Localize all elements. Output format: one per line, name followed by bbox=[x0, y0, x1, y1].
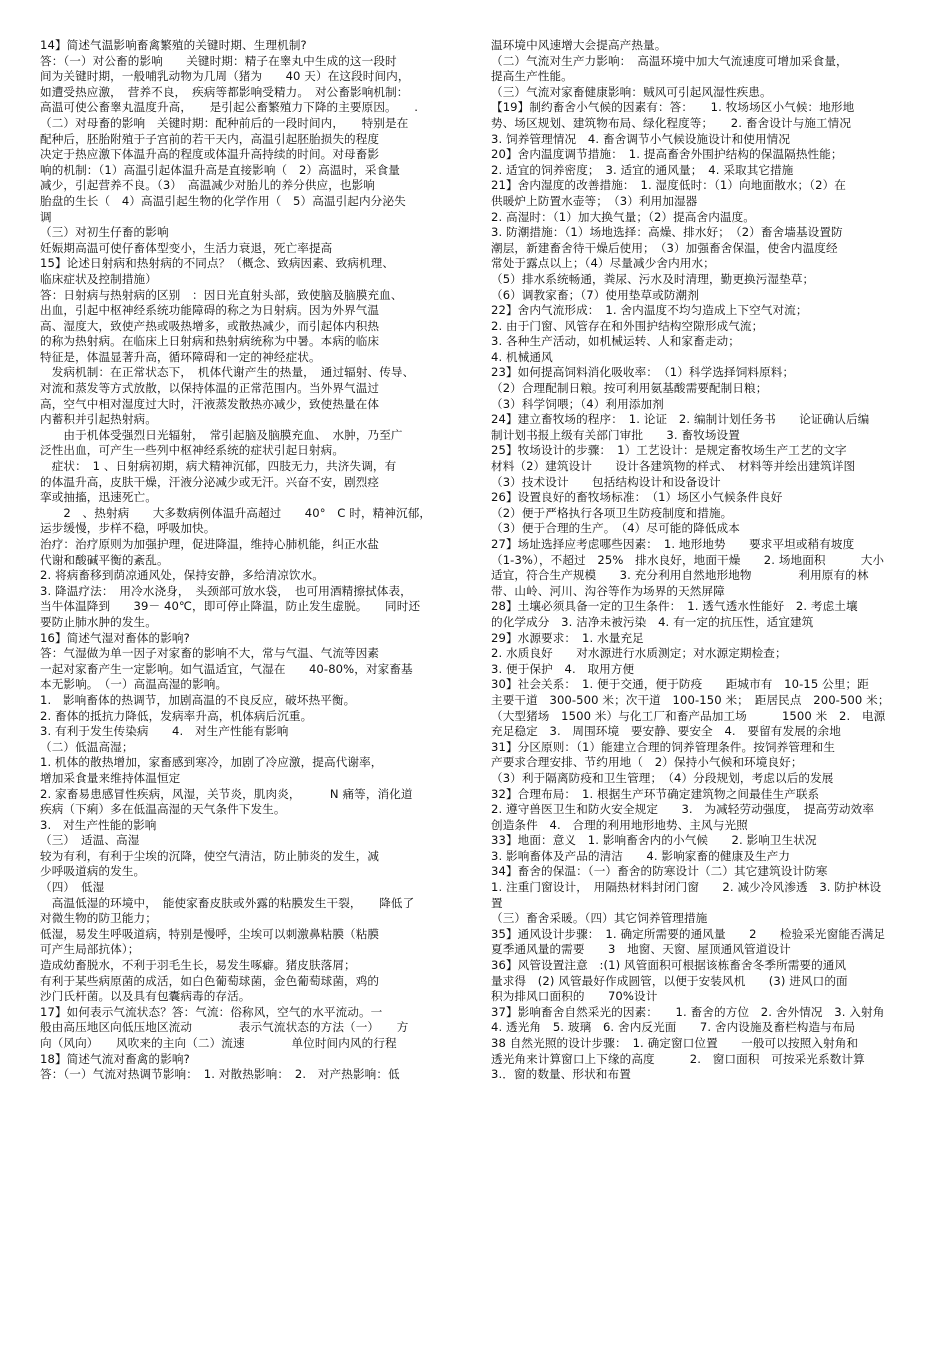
text-line: 对微生物的防卫能力； bbox=[40, 911, 157, 926]
text-line: 较为有利，有利于尘埃的沉降，使空气清洁，防止肺炎的发生，减 bbox=[40, 848, 380, 863]
text-line: 积为排风口面积的 70%设计 bbox=[491, 989, 658, 1004]
text-line: 15】论述日射病和热射病的不同点？（概念、致病因素、致病机理、 bbox=[40, 256, 395, 271]
text-line: 21】舍内湿度的改善措施： 1. 湿度低时：（1）向地面散水；（2）在 bbox=[491, 178, 846, 193]
text-line: 决定于热应激下体温升高的程度或体温升高持续的时间。对母畜影 bbox=[40, 147, 380, 162]
text-line: 3. 影响畜体及产品的清洁 4. 影响家畜的健康及生产力 bbox=[491, 848, 791, 863]
text-line: 的体温升高，皮肤干燥，汗液分泌减少或无汗。兴奋不安，剧烈痉 bbox=[40, 474, 380, 489]
text-line: 3. 有利于发生传染病 4. 对生产性能有影响 bbox=[40, 724, 289, 739]
text-line: 胎盘的生长（ 4）高温引起生物的化学作用（ 5）高温引起内分泌失 bbox=[40, 193, 406, 208]
text-line: （6）调教家畜；（7）使用垫草或防潮剂 bbox=[491, 287, 699, 302]
text-line: 18】简述气流对畜禽的影响? bbox=[40, 1051, 190, 1066]
right-text-column bbox=[491, 38, 909, 1083]
text-line: 出血，引起中枢神经系统功能障碍的称之为日射病。因为外界气温 bbox=[40, 303, 380, 318]
text-line: 沙门氏杆菌。以及具有包囊病毒的存活。 bbox=[40, 989, 251, 1004]
text-line: 量求得 (2) 风管最好作成圆管，以便于安装风机 (3) 进风口的面 bbox=[491, 973, 848, 988]
text-line: 30】社会关系： 1. 便于交通，便于防疫 距城市有 10-15 公里；距 bbox=[491, 677, 869, 692]
text-line: 一起对家畜产生一定影响。如气温适宜，气湿在 40-80%，对家畜基 bbox=[40, 661, 413, 676]
text-line: 3.．窗的数量、形状和布置 bbox=[491, 1067, 631, 1082]
text-line: 35】通风设计步骤： 1. 确定所需要的通风量 2 检验采光窗能否满足 bbox=[491, 926, 886, 941]
text-line: 造成幼畜脱水，不利于羽毛生长，易发生啄癖。猪皮肤落屑； bbox=[40, 958, 356, 973]
text-line: （三）气流对家畜健康影响：贼风可引起风湿性疾患。 bbox=[491, 84, 772, 99]
text-line: （四） 低湿 bbox=[40, 880, 105, 895]
text-line: 22】舍内气流形成： 1. 舍内温度不均匀造成上下空气对流； bbox=[491, 303, 808, 318]
text-line: 2. 畜体的抵抗力降低，发病率升高，机体病后沉重。 bbox=[40, 708, 313, 723]
text-line: 2. 水质良好 对水源进行水质测定；对水源定期检查； bbox=[491, 646, 787, 661]
text-line: （二）低温高湿； bbox=[40, 739, 134, 754]
text-line: 高温低湿的环境中， 能使家畜皮肤或外露的粘膜发生干裂， 降低了 bbox=[40, 895, 415, 910]
text-line: 1. 注重门窗设计， 用隔热材料封闭门窗 2. 减少冷风渗透 3. 防护林设 bbox=[491, 880, 882, 895]
text-line: 配种后，胚胎附殖于子宫前的若干天内，高温引起胚胎损失的程度 bbox=[40, 131, 380, 146]
text-line: 37】影响畜舍自然采光的因素： 1. 畜舍的方位 2. 舍外情况 3. 入射角 bbox=[491, 1004, 885, 1019]
text-line: 26】设置良好的畜牧场标准： （1）场区小气候条件良好 bbox=[491, 490, 783, 505]
text-line: 产要求合理安排、节约用地（ 2）保持小气候和环境良好； bbox=[491, 755, 803, 770]
text-line: 3. 防潮措施：（1）场地选择：高燥、排水好； （2）畜舍墙基设置防 bbox=[491, 225, 843, 240]
text-line: 2. 家畜易患感冒性疾病，风湿，关节炎，肌肉炎， N 痛等，消化道 bbox=[40, 786, 413, 801]
text-line: 症状： 1 、日射病初期，病犬精神沉郁，四肢无力，共济失调，有 bbox=[40, 459, 397, 474]
text-line: 的化学成分 3. 洁净未被污染 4. 有一定的抗压性，适宜建筑 bbox=[491, 614, 814, 629]
text-line: 27】场址选择应考虑哪些因素： 1. 地形地势 要求平坦或稍有坡度 bbox=[491, 537, 855, 551]
text-line: 透光角来计算窗口上下缘的高度 2. 窗口面积 可按采光系数计算 bbox=[491, 1051, 865, 1066]
text-line: 3. 便于保护 4. 取用方便 bbox=[491, 661, 635, 676]
text-line: 夏季通风量的需要 3 地窗、天窗、屋顶通风管道设计 bbox=[491, 942, 791, 957]
text-line: 的称为热射病。在临床上日射病和热射病统称为中暑。本病的临床 bbox=[40, 334, 380, 349]
text-line: 主要干道 300-500 米；次干道 100-150 米； 距居民点 200-500 米； bbox=[491, 692, 890, 707]
text-line: 要防止肺水肿的发生。 bbox=[40, 614, 157, 629]
text-line: 减少，引起营养不良。（3） 高温减少对胎儿的养分供应，也影响 bbox=[40, 178, 375, 193]
text-line: 低湿，易发生呼吸道病，特别是慢呼，尘埃可以刺激鼻粘膜（粘膜 bbox=[40, 926, 380, 941]
text-line: 泛性出血，可产生一些列中枢神经系统的症状引起日射病。 bbox=[40, 443, 345, 458]
text-line: 般由高压地区向低压地区流动 表示气流状态的方法（一） 方 bbox=[40, 1020, 409, 1035]
text-line: 材料（2）建筑设计 设计各建筑物的样式、 材料等并绘出建筑详图 bbox=[491, 459, 856, 474]
text-line: （三）畜舍采暖。（四）其它饲养管理措施 bbox=[491, 911, 708, 926]
text-line: 4. 透光角 5. 玻璃 6. 舍内反光面 7. 舍内设施及畜栏构造与布局 bbox=[491, 1020, 856, 1035]
text-line: 妊娠期高温可使仔畜体型变小，生活力衰退，死亡率提高 bbox=[40, 240, 333, 255]
text-line: 由于机体受强烈日光辐射， 常引起脑及脑膜充血、 水肿，乃至广 bbox=[40, 427, 403, 442]
text-line: （3）技术设计 包括结构设计和设备设计 bbox=[491, 474, 721, 489]
text-line: 潮层，新建畜舍待干燥后使用； （3）加强畜舍保温，使舍内温度经 bbox=[491, 240, 838, 255]
text-line: 运步缓慢，步样不稳，呼吸加快。 bbox=[40, 521, 216, 536]
text-line: 临床症状及控制措施） bbox=[40, 271, 157, 286]
text-line: 如遭受热应激， 营养不良， 疾病等都影响受精力。 对公畜影响机制： bbox=[40, 84, 409, 99]
text-line: （二）气流对生产力影响： 高温环境中加大气流速度可增加采食量， bbox=[491, 53, 848, 68]
text-line: 34】畜舍的保温：（一）畜舍的防寒设计（二）其它建筑设计防寒 bbox=[491, 864, 828, 879]
text-line: 4. 机械通风 bbox=[491, 349, 553, 364]
text-line: （2）便于严格执行各项卫生防疫制度和措施。 bbox=[491, 505, 733, 520]
text-line: 29】水源要求： 1. 水量充足 bbox=[491, 630, 644, 645]
text-line: 温环境中风速增大会提高产热量。 bbox=[491, 38, 667, 52]
text-line: 17】如何表示气流状态？答：气流：俗称风，空气的水平流动。一 bbox=[40, 1004, 383, 1019]
text-line: 高温可使公畜睾丸温度升高， 是引起公畜繁殖力下降的主要原因。 . bbox=[40, 100, 419, 115]
text-line: 1. 影响畜体的热调节，加剧高温的不良反应，破坏热平衡。 bbox=[40, 692, 356, 707]
text-line: 答：（一）对公畜的影响 关键时期：精子在睾丸中生成的这一段时 bbox=[40, 53, 397, 68]
text-line: 制计划书报上级有关部门审批 3. 畜牧场设置 bbox=[491, 427, 740, 442]
text-line: 常处于露点以上；（4）尽量减少舍内用水； bbox=[491, 256, 715, 271]
text-line: 发病机制：在正常状态下， 机体代谢产生的热量， 通过辐射、传导、 bbox=[40, 365, 415, 380]
text-line: 答：（一）气流对热调节影响： 1. 对散热影响： 2. 对产热影响：低 bbox=[40, 1067, 400, 1082]
text-line: （三）对初生仔畜的影响 bbox=[40, 225, 169, 240]
text-line: 25】牧场设计的步骤： 1）工艺设计：是规定畜牧场生产工艺的文字 bbox=[491, 443, 847, 458]
text-line: 3. 各种生产活动，如机械运转、人和家畜走动； bbox=[491, 334, 740, 349]
text-line: 可产生局部抗体）； bbox=[40, 942, 140, 957]
text-line: 2 、热射病 大多数病例体温升高超过 40° C 时，精神沉郁， bbox=[40, 505, 432, 520]
text-line: 有利于某些病原菌的成活，如白色葡萄球菌，金色葡萄球菌，鸡的 bbox=[40, 973, 380, 988]
text-line: 置 bbox=[491, 895, 503, 910]
text-line: 特征是，体温显著升高，循环障碍和一定的神经症状。 bbox=[40, 349, 321, 364]
text-line: 3. 降温疗法： 用冷水浇身， 头颈部可放水袋， 也可用酒精擦拭体表， bbox=[40, 583, 412, 598]
text-line: 创造条件 4. 合理的利用地形地势、主风与光照 bbox=[491, 817, 748, 832]
text-line: 36】风管设置注意 :(1) 风管面积可根据该栋畜舍冬季所需要的通风 bbox=[491, 958, 847, 973]
text-line: 少呼吸道病的发生。 bbox=[40, 864, 146, 879]
text-line: 响的机制：（1）高温引起体温升高是直接影响（ 2）高温时，采食量 bbox=[40, 162, 400, 177]
text-line: 向（风向） 风吹来的主向（二）流速 单位时间内风的行程 bbox=[40, 1036, 397, 1050]
text-line: 本无影响。 （一）高温高湿的影响。 bbox=[40, 677, 228, 692]
text-line: 供暖炉上防置水壶等； （3）利用加湿器 bbox=[491, 193, 698, 208]
text-line: 带、山岭、河川、沟谷等作为场界的天然屏障 bbox=[491, 583, 725, 598]
text-line: （三） 适温、高湿 bbox=[40, 833, 140, 848]
text-line: （二）对母畜的影响 关键时期：配种前后的一段时间内， 特别是在 bbox=[40, 115, 409, 130]
text-line: 16】简述气湿对畜体的影响? bbox=[40, 630, 190, 645]
text-line: 答：气湿做为单一因子对家畜的影响不大，常与气温、气流等因素 bbox=[40, 646, 380, 661]
text-line: 内蓄积并引起热射病。 bbox=[40, 412, 157, 427]
text-line: 充足稳定 3. 周围环境 要安静、要安全 4. 要留有发展的余地 bbox=[491, 724, 841, 739]
text-line: （1-3%），不超过 25% 排水良好，地面干燥 2. 场地面积 大小 bbox=[491, 552, 885, 567]
text-line: 31】分区原则：（1）能建立合理的饲养管理条件。按饲养管理和生 bbox=[491, 739, 836, 754]
text-line: 1. 机体的散热增加，家畜感到寒冷，加剧了冷应激，提高代谢率， bbox=[40, 755, 383, 770]
text-line: 治疗：治疗原则为加强护理，促进降温，维持心肺机能，纠正水盐 bbox=[40, 537, 380, 551]
text-line: （3）利于隔离防疫和卫生管理； （4）分段规划，考虑以后的发展 bbox=[491, 770, 834, 785]
text-line: （5）排水系统畅通，粪尿、污水及时清理，勤更换污湿垫草； bbox=[491, 271, 815, 286]
text-line: 2. 将病畜移到荫凉通风处，保持安静，多给清凉饮水。 bbox=[40, 568, 325, 583]
text-line: 调 bbox=[40, 209, 52, 224]
text-line: 提高生产性能。 bbox=[491, 69, 573, 84]
text-line: 33】地面：意义 1. 影响畜舍内的小气候 2. 影响卫生状况 bbox=[491, 833, 817, 848]
text-line: 28】土壤必须具备一定的卫生条件： 1. 透气透水性能好 2. 考虑土壤 bbox=[491, 599, 858, 614]
text-line: 2. 遵守兽医卫生和防火安全规定 3. 为减轻劳动强度， 提高劳动效率 bbox=[491, 802, 875, 817]
text-line: 20】舍内温度调节措施： 1. 提高畜舍外围护结构的保温隔热性能； bbox=[491, 147, 843, 162]
text-line: 对流和蒸发等方式放散，以保持体温的正常范围内。当外界气温过 bbox=[40, 381, 380, 396]
text-line: 2. 高湿时：（1）加大换气量；（2）提高舍内温度。 bbox=[491, 209, 755, 224]
text-line: 当牛体温降到 39－ 40℃，即可停止降温，防止发生虚脱。 同时还 bbox=[40, 599, 421, 614]
text-line: 势、场区规划、建筑物布局、绿化程度等； 2. 畜舍设计与施工情况 bbox=[491, 115, 852, 130]
text-line: 23】如何提高饲料消化吸收率： （1）科学选择饲料原料； bbox=[491, 365, 795, 380]
text-line: 高，空气中相对湿度过大时，汗液蒸发散热亦减少，致使热量在体 bbox=[40, 396, 380, 411]
text-line: 2. 适宜的饲养密度； 3. 适宜的通风量； 4. 采取其它措施 bbox=[491, 162, 794, 177]
text-line: （3）便于合理的生产。 （4）尽可能的降低成本 bbox=[491, 521, 740, 536]
text-line: 38 自然光照的设计步骤： 1. 确定窗口位置 一般可以按照入射角和 bbox=[491, 1036, 859, 1050]
text-line: 2. 由于门窗、风管存在和外围护结构空隙形成气流； bbox=[491, 318, 764, 333]
text-line: 适宜，符合生产规模 3. 充分利用自然地形地物 利用原有的林 bbox=[491, 568, 869, 583]
text-line: 挛或抽搐，迅速死亡。 bbox=[40, 490, 157, 505]
text-line: 24】建立畜牧场的程序： 1. 论证 2. 编制计划任务书 论证确认后编 bbox=[491, 412, 870, 427]
text-line: 3. 饲养管理情况 4. 畜舍调节小气候设施设计和使用情况 bbox=[491, 131, 791, 146]
text-line: （3）科学饲喂；（4）利用添加剂 bbox=[491, 396, 664, 411]
text-line: 3. 对生产性能的影响 bbox=[40, 817, 157, 832]
text-line: 增加采食量来维持体温恒定 bbox=[40, 770, 181, 785]
text-line: （2）合理配制日粮。按可利用氨基酸需要配制日粮； bbox=[491, 381, 768, 396]
text-line: 【19】制约畜舍小气候的因素有：答： 1. 牧场场区小气候：地形地 bbox=[491, 100, 855, 115]
text-line: 32】合理布局： 1. 根据生产环节确定建筑物之间最佳生产联系 bbox=[491, 786, 820, 801]
left-text-column bbox=[40, 38, 458, 1083]
text-line: 答：日射病与热射病的区别 ：因日光直射头部，致使脑及脑膜充血、 bbox=[40, 287, 403, 302]
text-line: 14】简述气温影响畜禽繁殖的关键时期、生理机制? bbox=[40, 38, 307, 52]
text-line: 高、湿度大，致使产热或吸热增多，或散热减少，而引起体内积热 bbox=[40, 318, 380, 333]
text-line: 代谢和酸碱平衡的紊乱。 bbox=[40, 552, 169, 567]
text-line: 疾病（下痢）多在低温高湿的天气条件下发生。 bbox=[40, 802, 286, 817]
text-line: 间为关键时期，一般哺乳动物为几周（猪为 40 天）在这段时间内， bbox=[40, 69, 410, 84]
text-line: （大型猪场 1500 米）与化工厂和畜产品加工场 1500 米 2. 电源 bbox=[491, 708, 886, 723]
